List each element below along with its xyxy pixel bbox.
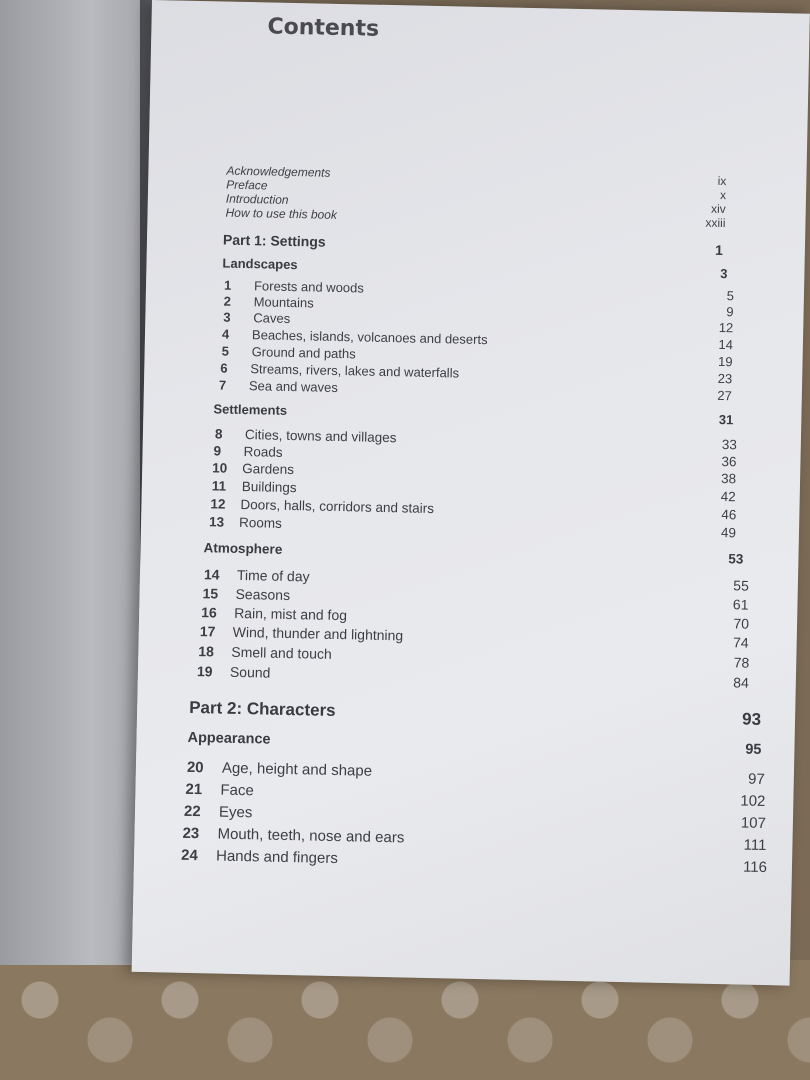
toc-row	[196, 663, 750, 691]
toc-page-number: 46	[721, 507, 737, 523]
chapter-number: 15	[202, 585, 219, 602]
toc-row	[203, 566, 750, 594]
chapter-number: 22	[183, 802, 201, 821]
chapter-number: 21	[185, 780, 203, 799]
chapter-title: Rooms	[238, 514, 282, 531]
toc-page-number: 5	[726, 288, 735, 304]
toc-page-number: 61	[732, 596, 749, 613]
chapter-number: 16	[201, 604, 217, 621]
toc-page-number: 12	[718, 319, 734, 336]
chapter-title: Beaches, islands, volcanoes and deserts	[251, 327, 488, 348]
toc-page-number: x	[719, 187, 727, 203]
chapter-number: 9	[213, 443, 222, 459]
chapter-title: Age, height and shape	[221, 759, 373, 780]
part-title: Part 1: Settings	[222, 231, 326, 250]
toc-row	[202, 585, 749, 613]
chapter-number: 10	[212, 460, 228, 476]
chapter-number: 13	[208, 514, 225, 530]
chapter-title: Streams, rivers, lakes and waterfalls	[250, 361, 460, 381]
chapter-number: 5	[221, 343, 230, 359]
chapter-title: Seasons	[235, 585, 291, 604]
chapter-title: Hands and fingers	[215, 847, 338, 868]
toc-row	[180, 846, 768, 877]
toc-page-number: 1	[714, 241, 724, 259]
chapter-title: Mouth, teeth, nose and ears	[217, 825, 405, 847]
chapter-number: 6	[220, 360, 228, 376]
section-heading	[213, 401, 733, 427]
chapter-title: Wind, thunder and lightning	[232, 623, 404, 644]
toc-page-number: 33	[721, 437, 737, 453]
toc-row	[183, 802, 767, 833]
section-title: Atmosphere	[203, 540, 283, 557]
toc-page-number: 78	[733, 654, 750, 671]
toc-page-number: 53	[728, 551, 744, 567]
chapter-number: 24	[180, 846, 198, 865]
toc-page-number: 93	[741, 709, 762, 729]
toc-row	[198, 643, 750, 671]
chapter-title: Forests and woods	[253, 278, 365, 296]
chapter-number: 18	[198, 643, 215, 660]
chapter-title: Eyes	[218, 803, 253, 822]
chapter-title: Ground and paths	[251, 344, 356, 362]
toc-page-number: 74	[732, 634, 749, 651]
chapter-number: 19	[196, 663, 213, 680]
chapter-title: Gardens	[242, 460, 295, 478]
toc-page-number: xxiii	[705, 215, 726, 231]
section-title: Settlements	[213, 401, 288, 418]
toc-page-number: 102	[740, 792, 766, 811]
chapter-number: 12	[210, 496, 226, 512]
part-heading	[189, 698, 761, 730]
toc-page-number: xiv	[710, 201, 726, 217]
toc-page-number: ix	[717, 173, 727, 189]
toc-page-number: 97	[747, 770, 765, 789]
section-title: Landscapes	[222, 255, 298, 273]
section-heading	[203, 540, 743, 566]
chapter-number: 7	[218, 377, 227, 393]
chapter-number: 11	[211, 478, 227, 494]
section-title: Appearance	[187, 729, 271, 748]
part-title: Part 2: Characters	[188, 697, 336, 720]
chapter-title: Roads	[243, 444, 283, 460]
chapter-title: Mountains	[253, 294, 314, 311]
toc-page-number: 38	[720, 471, 737, 487]
toc-row	[199, 623, 749, 651]
toc-page-number: 31	[718, 411, 734, 428]
toc-page-number: 116	[742, 858, 768, 877]
chapter-title: Buildings	[241, 478, 297, 496]
chapter-title: Face	[220, 781, 254, 800]
chapter-number: 20	[186, 758, 204, 777]
toc-page-number: 23	[717, 370, 733, 387]
chapter-number: 8	[214, 426, 223, 442]
toc-page-number: 3	[720, 265, 728, 282]
chapter-title: Doors, halls, corridors and stairs	[240, 496, 435, 517]
chapter-title: Sea and waves	[248, 378, 338, 395]
section-heading	[187, 730, 761, 758]
chapter-title: Rain, mist and fog	[234, 604, 348, 624]
chapter-title: Caves	[253, 310, 291, 326]
toc-row	[208, 514, 737, 541]
toc-page-number: 42	[720, 489, 736, 505]
toc-row	[201, 604, 750, 632]
toc-page-number: 27	[717, 387, 732, 404]
chapter-title: Cities, towns and villages	[244, 427, 397, 446]
toc-entry-label: Acknowledgements	[226, 163, 331, 180]
toc-entry-label: Introduction	[225, 191, 289, 207]
chapter-title: Smell and touch	[231, 643, 332, 662]
toc-row	[185, 780, 766, 811]
toc-page-number: 95	[745, 741, 762, 758]
toc-page-number: 36	[721, 454, 737, 470]
toc-page-number: 14	[718, 336, 734, 353]
chapter-title: Time of day	[236, 566, 310, 585]
chapter-number: 14	[203, 566, 220, 583]
toc-page-number: 111	[743, 836, 767, 855]
page-title: Contents	[267, 14, 380, 42]
toc-entry-label: How to use this book	[225, 205, 338, 222]
toc-page-number: 107	[740, 814, 767, 833]
chapter-title: Sound	[229, 663, 271, 681]
toc-row	[186, 758, 765, 789]
toc-page-number: 49	[720, 525, 737, 541]
section-heading	[222, 256, 727, 282]
chapter-number: 4	[221, 326, 230, 342]
chapter-number: 3	[223, 309, 231, 325]
toc-page-number: 84	[733, 674, 750, 691]
chapter-number: 2	[223, 293, 232, 309]
chapter-number: 23	[182, 824, 200, 843]
toc-entry-label: Preface	[226, 177, 268, 193]
contents-page	[132, 0, 810, 986]
toc-row	[218, 377, 732, 404]
toc-page-number: 70	[733, 615, 750, 632]
part-heading	[223, 232, 723, 258]
toc-page-number: 9	[726, 304, 734, 320]
toc-page-number: 55	[733, 577, 750, 594]
toc-row	[182, 824, 767, 855]
toc-row	[223, 309, 734, 336]
toc-page-number: 19	[717, 353, 733, 370]
chapter-number: 17	[199, 623, 216, 640]
chapter-number: 1	[223, 277, 232, 293]
